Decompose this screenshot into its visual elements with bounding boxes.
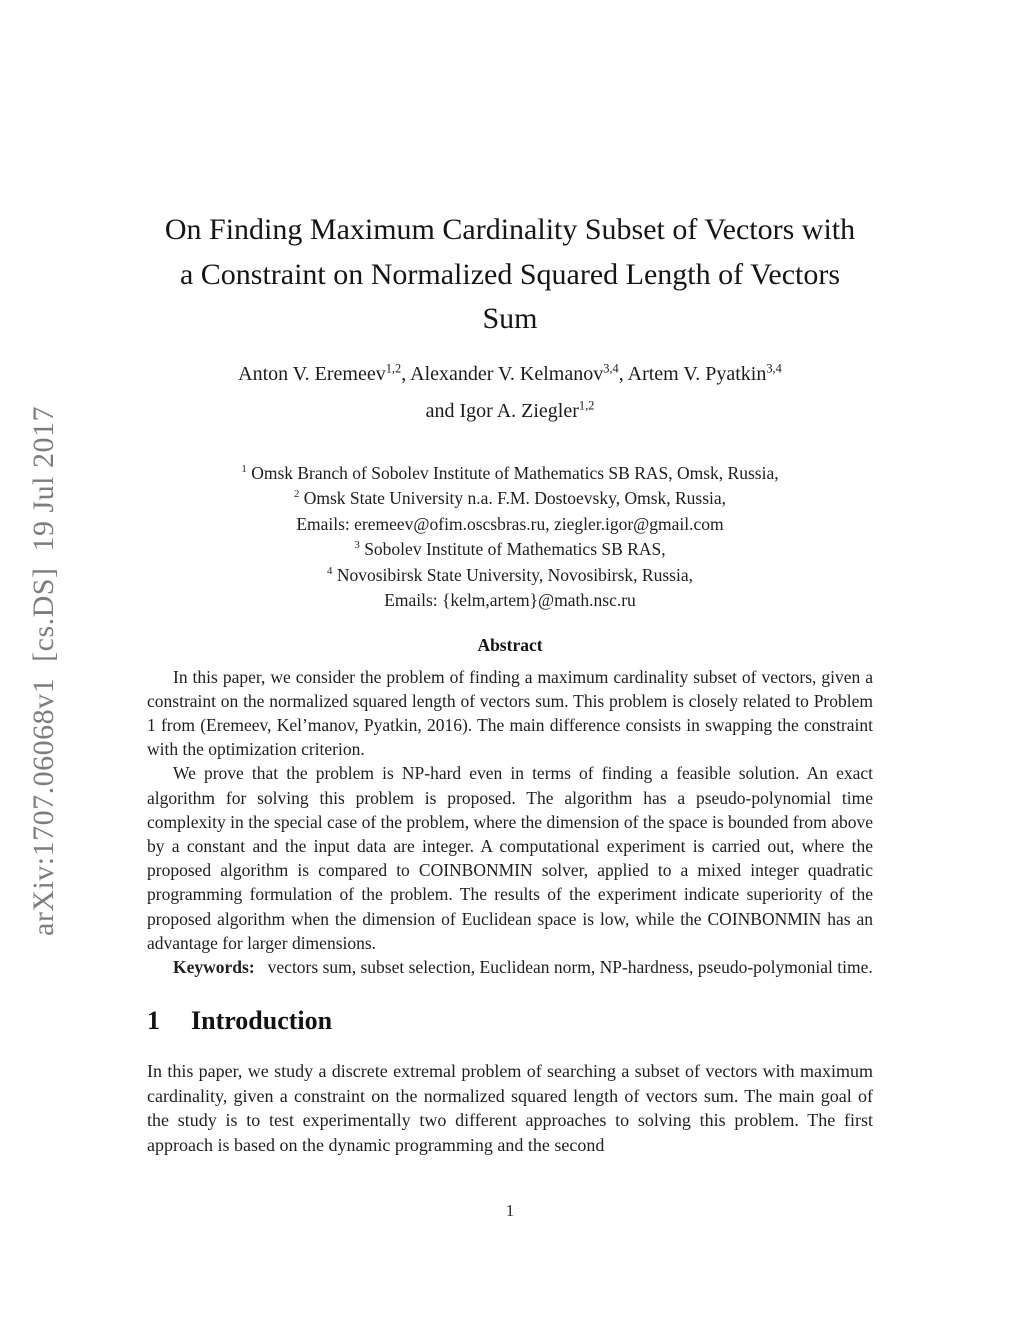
- authors-line-1: [0, 356, 1020, 393]
- paper-title-line: Sum: [482, 302, 538, 335]
- affiliation-emails-line: [0, 588, 1020, 614]
- abstract-paragraph-2: We prove that the problem is NP-hard even in terms of finding a feasible solution. An exact algorithm for solving this problem is proposed. The algorithm has a pseudo-polynomial time complexity in the special case of the problem, where the dimension of the space is bounded from above by a constant and the input data are integer. A computational experiment is carried out, where the proposed algorithm is compared to COINBONMIN solver, applied to a mixed integer quadratic programming formulation of the problem. The results of the experiment indicate superiority of the proposed algorithm when the dimension of Euclidean space is low, while the COINBONMIN has an advantage for larger dimensions.: [147, 763, 873, 953]
- affiliation-line: [0, 461, 1020, 487]
- keywords-label: Keywords:: [173, 956, 255, 977]
- author-separator: ,: [401, 362, 411, 385]
- affiliation-text: Omsk Branch of Sobolev Institute of Mathematics SB RAS, Omsk, Russia,: [251, 462, 779, 483]
- affiliation-line: [0, 563, 1020, 589]
- affiliation-superscript: 1: [241, 462, 247, 475]
- author-superscript: 1,2: [385, 360, 402, 375]
- keywords-line: [147, 955, 873, 979]
- author-name: Artem V. Pyatkin: [627, 362, 767, 385]
- abstract-block: [147, 665, 873, 980]
- keywords-text: vectors sum, subset selection, Euclidean norm, NP-hardness, pseudo-polymonial time.: [267, 956, 873, 977]
- section-title: Introduction: [191, 1006, 333, 1036]
- author-name: Alexander V. Kelmanov: [410, 362, 604, 385]
- author-separator: ,: [618, 362, 628, 385]
- author-superscript: 3,4: [603, 360, 619, 375]
- author-name: and Igor A. Ziegler: [425, 399, 579, 422]
- introduction-paragraph: In this paper, we study a discrete extremal problem of searching a subset of vectors with maximum cardinality, given a constraint on the normalized squared length of vectors sum. The main goal of the study is to test experimentally two different approaches to solving this problem. The first approach is based on the dynamic programming and the second: [147, 1061, 873, 1155]
- affiliations-block: [0, 461, 1020, 614]
- affiliation-text: Emails: {kelm,artem}@math.nsc.ru: [384, 590, 636, 610]
- affiliation-text: Novosibirsk State University, Novosibirsk, Russia,: [336, 564, 693, 585]
- affiliation-superscript: 4: [327, 564, 333, 577]
- authors-line-2: [0, 393, 1020, 430]
- affiliation-line: [0, 537, 1020, 563]
- affiliation-text: Emails: eremeev@ofim.oscsbras.ru, ziegler.igor@gmail.com: [296, 513, 724, 534]
- section-heading-introduction: [147, 1006, 873, 1036]
- author-superscript: 3,4: [766, 360, 782, 375]
- paper-title: [80, 0, 940, 342]
- affiliation-text: Sobolev Institute of Mathematics SB RAS,: [364, 539, 666, 559]
- affiliation-superscript: 3: [354, 539, 360, 552]
- paper-title-line: On Finding Maximum Cardinality Subset of Vectors with: [164, 213, 856, 246]
- affiliation-superscript: 2: [293, 488, 300, 501]
- section-number: 1: [147, 1006, 160, 1036]
- abstract-paragraph-1: In this paper, we consider the problem of finding a maximum cardinality subset of vectors, given a constraint on the normalized squared length of vectors sum. This problem is closely related to Problem 1 from (Eremeev, Kel’manov, Pyatkin, 2016). The main difference consists in swapping the constraint with the optimization criterion.: [147, 666, 873, 760]
- affiliation-line: [0, 486, 1020, 512]
- page-number: 1: [505, 1201, 515, 1220]
- author-superscript: 1,2: [578, 397, 595, 412]
- author-name: Anton V. Eremeev: [238, 362, 386, 385]
- authors-block: [0, 356, 1020, 430]
- affiliation-text: Omsk State University n.a. F.M. Dostoevsky, Omsk, Russia,: [303, 488, 727, 508]
- affiliation-emails-line: [0, 512, 1020, 538]
- paper-title-line: a Constraint on Normalized Squared Length of Vectors: [179, 257, 841, 291]
- abstract-heading: Abstract: [477, 634, 543, 655]
- arxiv-stamp: arXiv:1707.06068v1 [cs.DS] 19 Jul 2017: [27, 406, 60, 936]
